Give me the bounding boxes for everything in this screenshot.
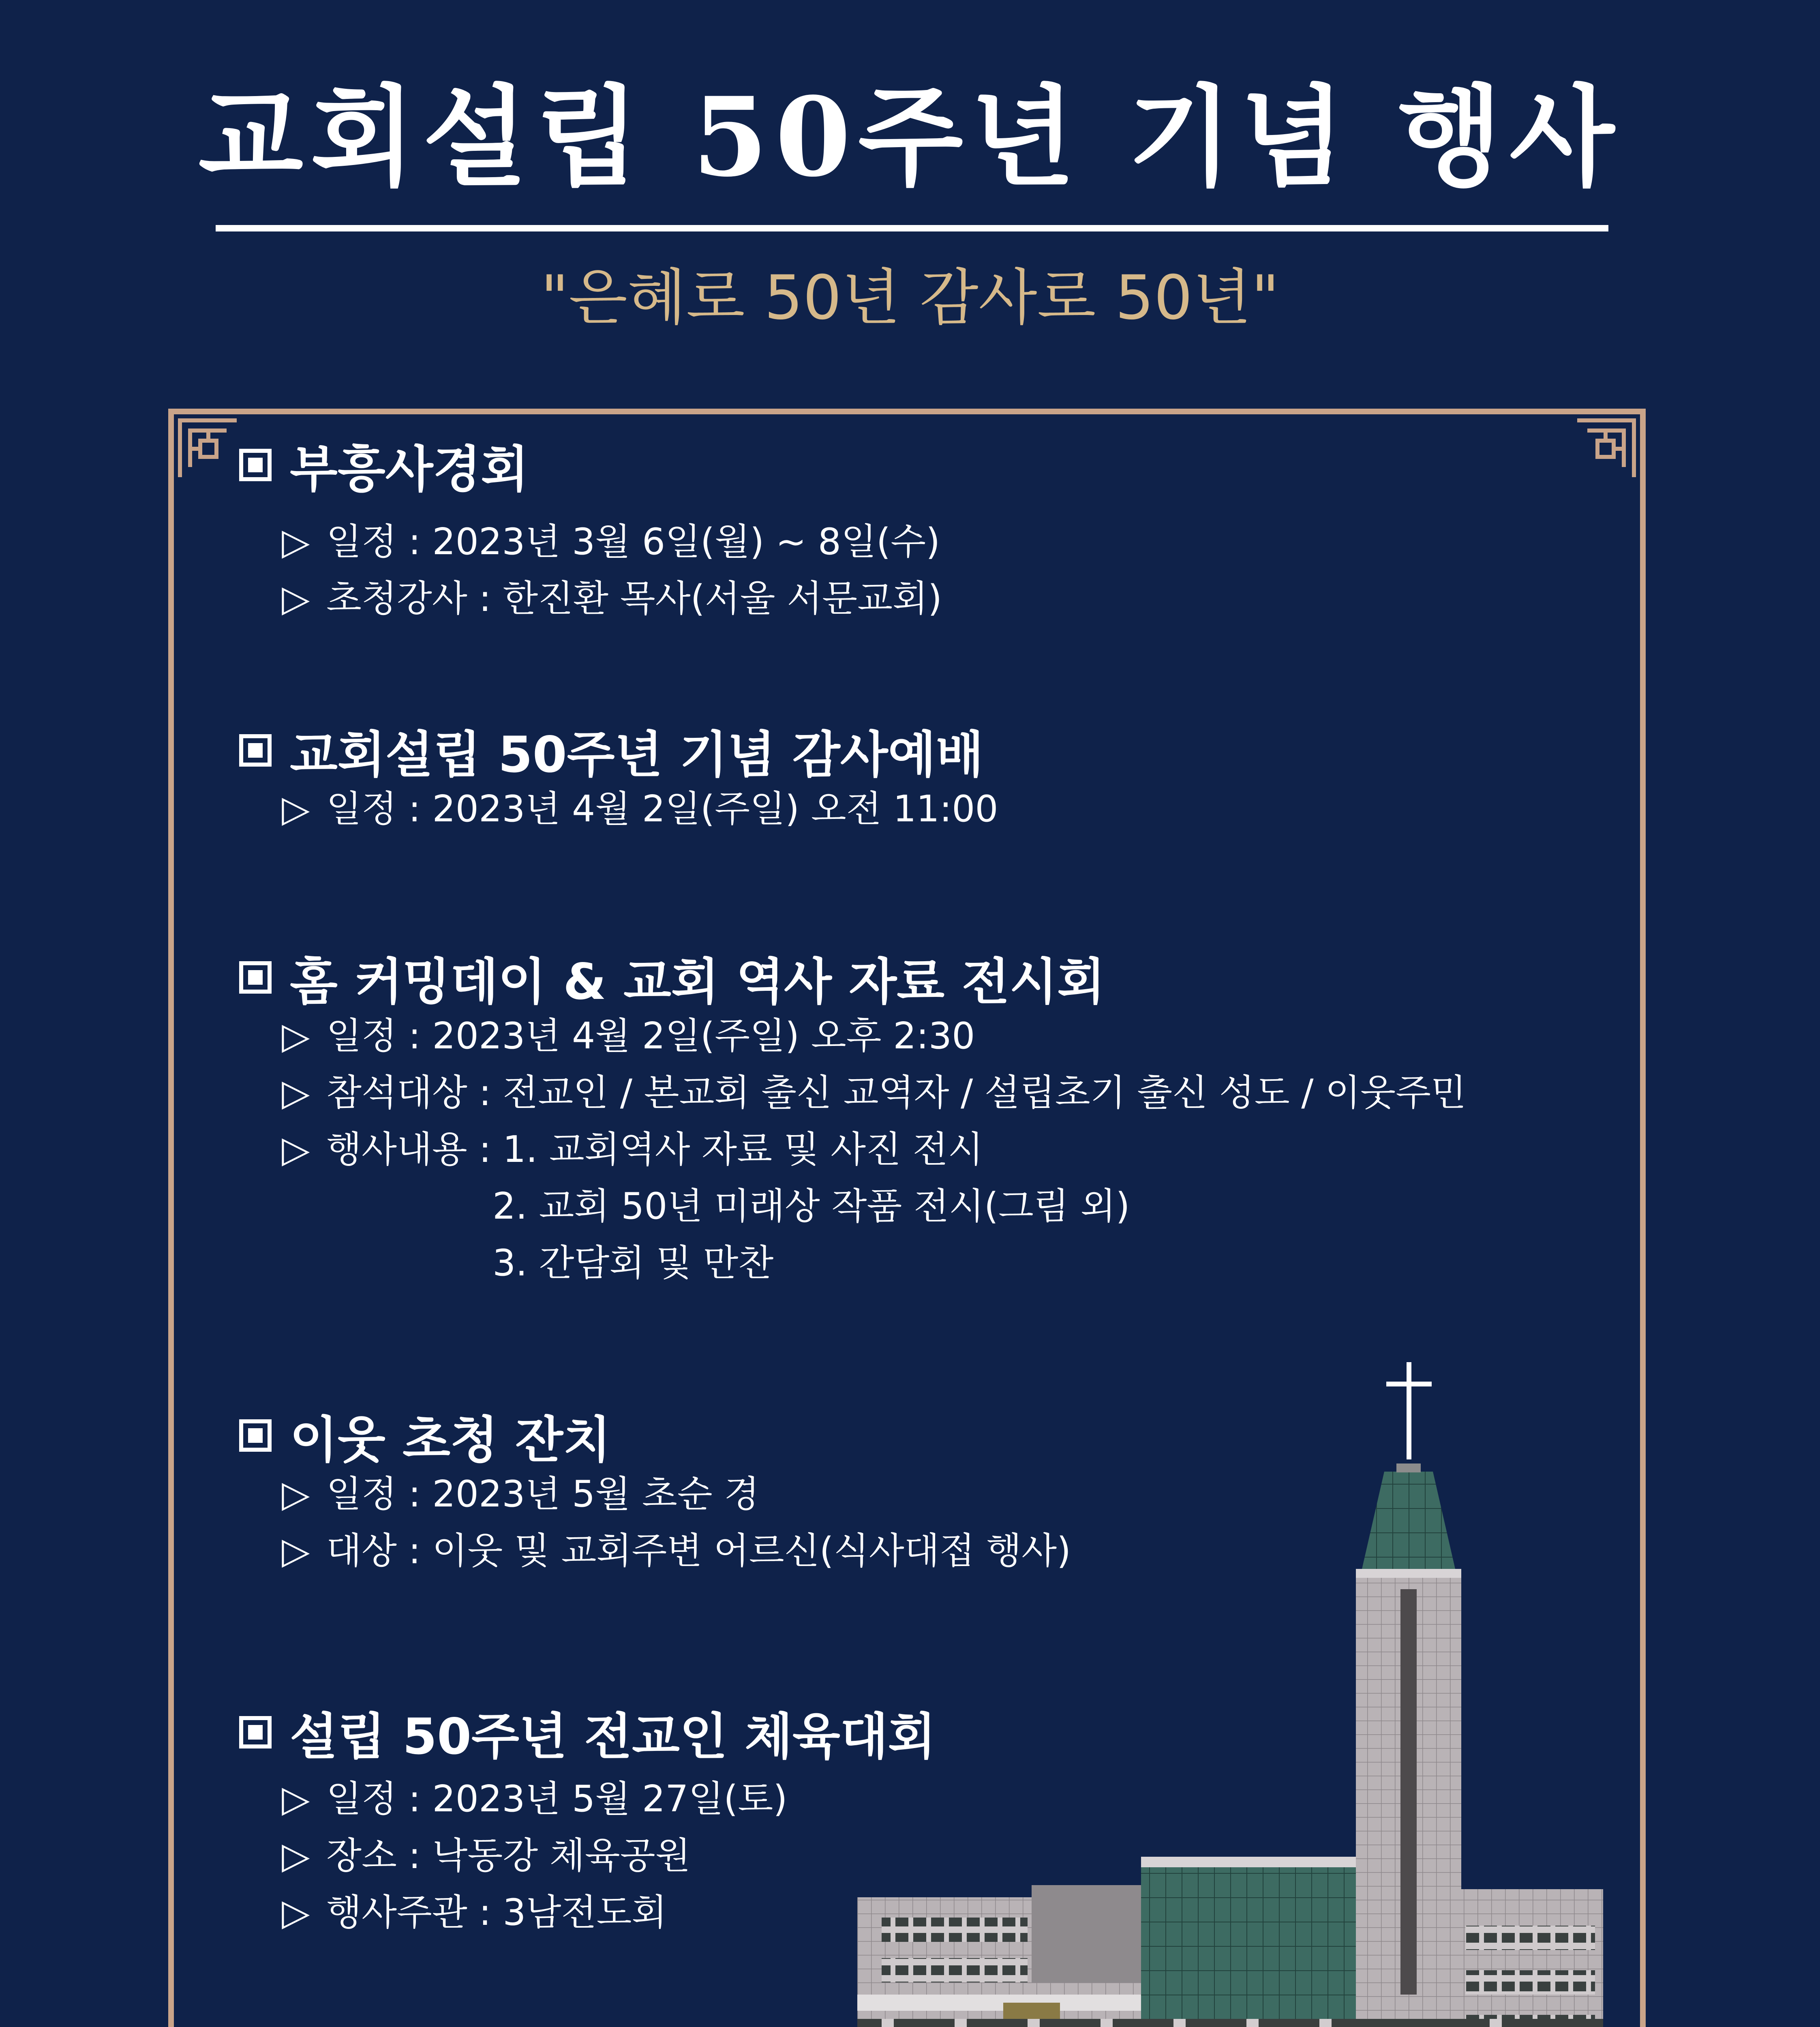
event-detail-line: ▷ 일정 : 2023년 5월 초순 경 [239,1466,1577,1523]
triangle-bullet-icon: ▷ [282,1778,310,1820]
poster-subtitle: "은혜로 50년 감사로 50년" [541,263,1279,333]
triangle-bullet-icon: ▷ [282,1071,310,1114]
triangle-bullet-icon: ▷ [282,521,310,563]
triangle-bullet-icon: ▷ [282,577,310,620]
event-detail-line: ▷ 일정 : 2023년 5월 27일(토) [239,1771,1577,1828]
triangle-bullet-icon: ▷ [282,1834,310,1877]
event-detail-line: ▷ 행사내용 : 1. 교회역사 자료 및 사진 전시 [239,1121,1577,1178]
section-heading: 홈 커밍데이 & 교회 역사 자료 전시회 [290,953,1105,1011]
event-section-homecoming-exhibition [239,947,1577,1292]
event-detail-line: ▷ 일정 : 2023년 4월 2일(주일) 오전 11:00 [239,781,1577,838]
event-detail-line: ▷ 초청강사 : 한진환 목사(서울 서문교회) [239,570,1577,627]
square-bullet-icon [239,449,272,481]
corner-ornament-icon [178,418,239,479]
event-section-revival-meeting [239,435,1577,627]
event-detail-line: ▷ 대상 : 이웃 및 교회주변 어르신(식사대접 행사) [239,1523,1577,1579]
section-heading: 부흥사경회 [290,440,529,498]
triangle-bullet-icon: ▷ [282,1530,310,1572]
triangle-bullet-icon: ▷ [282,1891,310,1934]
section-heading: 이웃 초청 잔치 [290,1411,611,1469]
square-bullet-icon [239,1419,272,1452]
section-heading: 설립 50주년 전교인 체육대회 [290,1708,936,1766]
event-section-thanksgiving-service [239,720,1577,838]
church-building-illustration [857,1362,1627,2027]
event-detail-line: ▷ 일정 : 2023년 3월 6일(월) ~ 8일(수) [239,514,1577,570]
square-bullet-icon [239,734,272,767]
triangle-bullet-icon: ▷ [282,1015,310,1057]
poster-title: 교회설립 50주년 기념 행사 [198,73,1622,201]
event-detail-line: ▷ 행사주관 : 3남전도회 [239,1884,1577,1941]
triangle-bullet-icon: ▷ [282,788,310,830]
event-detail-continuation: 3. 간담회 및 만찬 [492,1242,774,1284]
title-underline [216,225,1608,231]
event-detail-line: ▷ 참석대상 : 전교인 / 본교회 출신 교역자 / 설립초기 출신 성도 / 이웃주민 [239,1065,1577,1121]
section-heading: 교회설립 50주년 기념 감사예배 [290,726,984,784]
corner-ornament-icon [1575,418,1636,479]
event-detail-line: ▷ 일정 : 2023년 4월 2일(주일) 오후 2:30 [239,1008,1577,1065]
triangle-bullet-icon: ▷ [282,1473,310,1515]
square-bullet-icon [239,961,272,994]
triangle-bullet-icon: ▷ [282,1128,310,1171]
square-bullet-icon [239,1716,272,1748]
event-detail-line: ▷ 장소 : 낙동강 체육공원 [239,1828,1577,1884]
event-detail-continuation: 2. 교회 50년 미래상 작품 전시(그림 외) [492,1185,1130,1228]
